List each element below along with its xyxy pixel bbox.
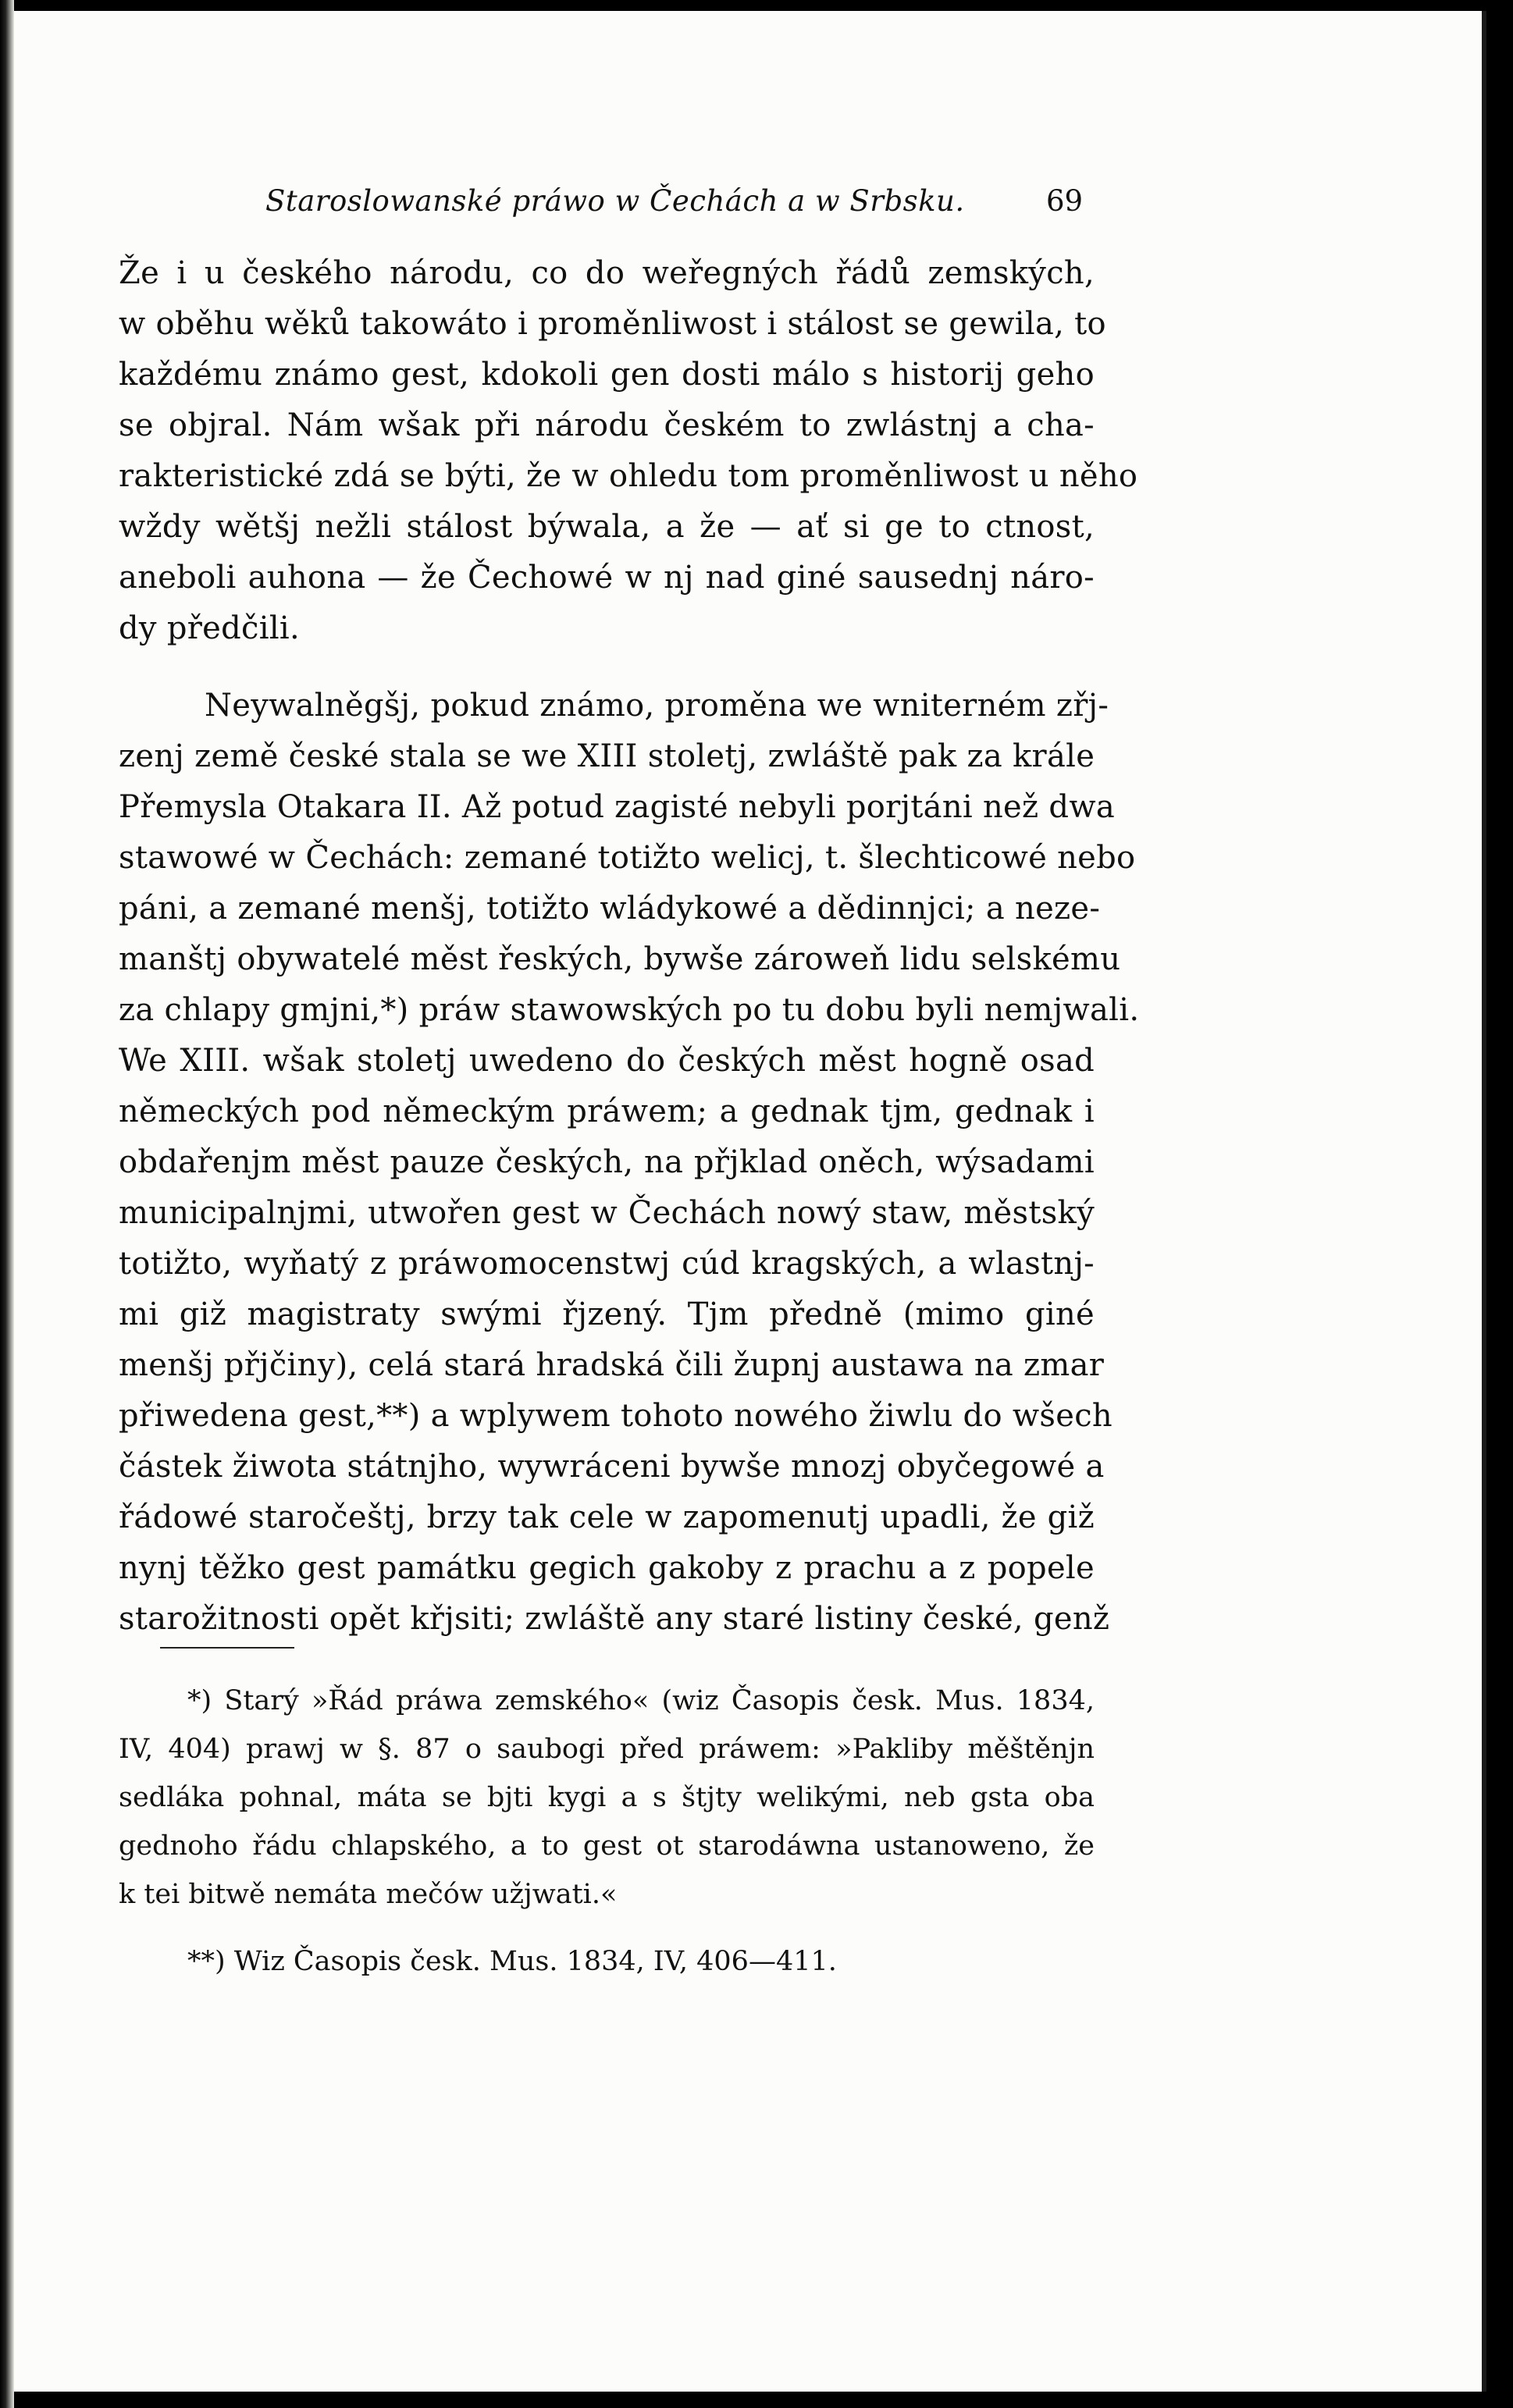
text-line: Neywalněgšj, pokud známo, proměna we wniterném zřj-	[205, 688, 1109, 724]
running-head-title: Staroslowanské práwo w Čechách a w Srbsku.	[265, 184, 965, 218]
footnote-line: **) Wiz Časopis česk. Mus. 1834, IV, 406—411.	[187, 1946, 837, 1977]
footnote-line: gednoho řádu chlapského, a to gest ot starodáwna ustanoweno, že	[119, 1830, 1095, 1862]
text-line: menšj přjčiny), celá stará hradská čili župnj austawa na zmar	[119, 1347, 1105, 1383]
text-line: se objral. Nám wšak při národu českém to zwlástnj a cha-	[119, 407, 1095, 443]
text-line: Že i u českého národu, co do weřegných řádů zemských,	[119, 255, 1095, 291]
text-line: wždy wětšj nežli stálost býwala, a že — ať si ge to ctnost,	[119, 509, 1095, 545]
footnote-line: k tei bitwě nemáta mečów užjwati.«	[119, 1879, 618, 1910]
page-number: 69	[1046, 184, 1084, 218]
footnote-divider	[160, 1647, 294, 1649]
text-line: zenj země české stala se we XIII stoletj, zwláště pak za krále	[119, 738, 1095, 774]
text-line: Přemysla Otakara II. Až potud zagisté nebyli porjtáni než dwa	[119, 789, 1116, 825]
scan-edge-left	[0, 0, 14, 2408]
footnotes	[119, 1677, 1095, 1986]
text-line: mi giž magistraty swými řjzený. Tjm předně (mimo giné	[119, 1296, 1095, 1332]
text-line: každému známo gest, kdokoli gen dosti málo s historij geho	[119, 357, 1095, 393]
text-line: aneboli auhona — že Čechowé w nj nad giné sausednj náro-	[119, 560, 1095, 596]
footnote-line: *) Starý »Řád práwa zemského« (wiz Časopis česk. Mus. 1834,	[187, 1685, 1095, 1716]
text-line: w oběhu wěků takowáto i proměnliwost i stálost se gewila, to	[119, 306, 1106, 342]
text-line: za chlapy gmjni,*) práw stawowských po tu dobu byli nemjwali.	[119, 992, 1140, 1028]
text-line: dy předčili.	[119, 610, 301, 646]
body-text	[119, 248, 1140, 1645]
text-line: páni, a zemané menšj, totižto wládykowé a dědinnjci; a neze-	[119, 891, 1101, 927]
text-line: manštj obywatelé měst řeských, bywše zároweň lidu selskému	[119, 941, 1121, 977]
text-line: We XIII. wšak stoletj uwedeno do českých měst hogně osad	[119, 1043, 1095, 1079]
text-line: municipalnjmi, utwořen gest w Čechách nowý staw, městský	[119, 1195, 1095, 1231]
paragraph-gap	[119, 654, 1095, 681]
scan-edge-right	[1486, 0, 1513, 2408]
footnote-gap	[119, 1919, 1095, 1937]
text-line: částek žiwota státnjho, wywráceni bywše mnozj obyčegowé a	[119, 1449, 1105, 1485]
text-line: nynj těžko gest památku gegich gakoby z prachu a z popele	[119, 1550, 1095, 1586]
text-line: stawowé w Čechách: zemané totižto welicj, t. šlechticowé nebo	[119, 840, 1136, 876]
text-line: obdařenjm měst pauze českých, na přjklad oněch, wýsadami	[119, 1144, 1095, 1180]
footnote-line: IV, 404) prawj w §. 87 o saubogi před práwem: »Pakliby měštěnjn	[119, 1734, 1095, 1765]
text-line: totižto, wyňatý z práwomocenstwj cúd kragských, a wlastnj-	[119, 1246, 1095, 1282]
footnote-line: sedláka pohnal, máta se bjti kygi a s štjty welikými, neb gsta oba	[119, 1782, 1095, 1813]
text-line: rakteristické zdá se býti, že w ohledu tom proměnliwost u něho	[119, 458, 1138, 494]
text-line: starožitnosti opět křjsiti; zwláště any staré listiny české, genž	[119, 1601, 1110, 1637]
text-line: přiwedena gest,**) a wplywem tohoto nowého žiwlu do wšech	[119, 1398, 1112, 1434]
text-line: německých pod německým práwem; a gednak tjm, gednak i	[119, 1094, 1095, 1129]
text-line: řádowé staročeštj, brzy tak cele w zapomenutj upadli, že giž	[119, 1499, 1095, 1535]
